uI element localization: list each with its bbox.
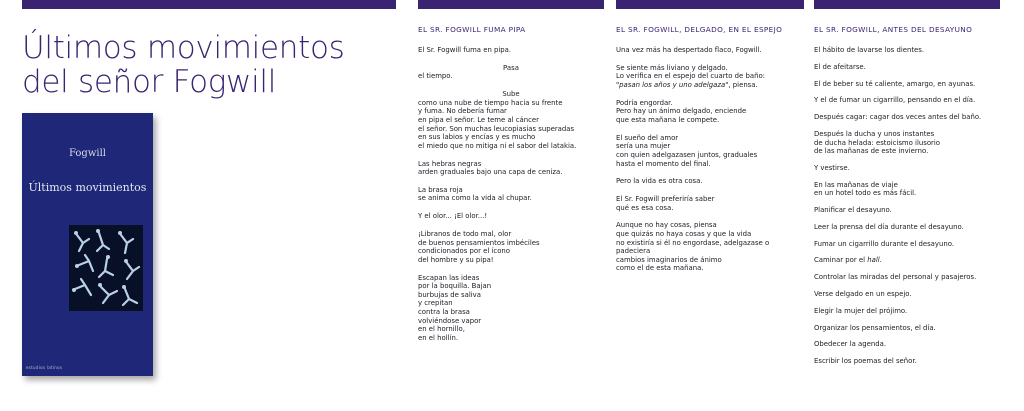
poem-heading: EL SR. FOGWILL, ANTES DEL DESAYUNO: [814, 25, 973, 34]
poem-stanza: [814, 256, 1004, 265]
stanza-text-after: , piensa.: [728, 80, 758, 89]
poem-stanza: Elegir la mujer del prójimo.: [814, 306, 908, 315]
poem-stanza: Después cagar: cagar dos veces antes del baño.: [814, 113, 982, 122]
poem-stanza: Sube: [502, 90, 520, 99]
stanza-text: Se siente más liviano y delgado. Lo verifica en el espejo del cuarto de baño:: [616, 63, 765, 81]
poem-column-desayuno: [814, 25, 1004, 374]
poem-stanza: Podría engordar. Pero hay un ánimo delgado, enciende que esta mañana le compete.: [616, 98, 747, 124]
poem-stanza: Escribir los poemas del señor.: [814, 357, 917, 366]
stanza-italic-text: "pasan los años y uno adelgaza": [616, 80, 729, 89]
book-title-line-1: Últimos movimientos: [22, 30, 345, 66]
poem-stanza: El de afeitarse.: [814, 62, 866, 71]
stanza-text-after: .: [879, 256, 882, 265]
book-title: [22, 31, 402, 99]
poem-stanza: Y vestirse.: [814, 163, 850, 172]
poem-stanza: Y el de fumar un cigarrillo, pensando en el día.: [814, 96, 976, 105]
poem-stanza: Aunque no hay cosas, piensa que quizás no haya cosas y que la vida no existiría si él no engordase, adelgazase o padeciera cambios imaginarios de ánimo como el de esta mañana.: [616, 221, 770, 273]
poem-stanza: Fumar un cigarrillo durante el desayuno.: [814, 239, 954, 248]
poem-stanza: Organizar los pensamientos, el día.: [814, 323, 936, 332]
poem-stanza: La brasa roja se anima como la vida al chupar.: [418, 185, 532, 203]
cover-title: Últimos movimientos: [28, 181, 147, 194]
header-bar-column-2: [616, 0, 804, 9]
poem-stanza: El hábito de lavarse los dientes.: [814, 46, 925, 54]
poem-heading: EL SR. FOGWILL, DELGADO, EN EL ESPEJO: [616, 25, 783, 34]
poem-stanza: Pasa: [503, 63, 519, 72]
poem-stanza: En las mañanas de viaje en un hotel todo es más fácil.: [814, 180, 917, 198]
poem-stanza: Planificar el desayuno.: [814, 206, 892, 215]
poem-stanza: Obedecer la agenda.: [814, 340, 887, 349]
poem-column-espejo: [616, 25, 804, 282]
book-title-line-2: del señor Fogwill: [22, 64, 277, 100]
poem-heading: EL SR. FOGWILL FUMA PIPA: [418, 25, 526, 34]
cover-publisher: estudios latinos: [26, 365, 63, 370]
header-bar-column-1: [418, 0, 604, 9]
poem-stanza: Controlar las miradas del personal y pasajeros.: [814, 273, 977, 282]
stanza-text: Caminar por el: [814, 256, 866, 265]
book-cover-image: [22, 113, 153, 376]
poem-column-fuma-pipa: [418, 25, 604, 352]
poem-stanza: como una nube de tiempo hacia su frente y fuma. No debería fumar en pipa el señor. Le teme al cáncer el señor. Son muchas leucopiasias superadas en sus labios y encías y es mucho el miedo que no mitiga ni el sabor del latakia.: [418, 98, 577, 150]
cover-artwork-figures: [69, 225, 143, 311]
stanza-italic-text: hall: [867, 256, 880, 265]
cover-author: Fogwill: [69, 148, 106, 159]
dancing-figures-illustration: [69, 225, 143, 311]
poem-stanza: El Sr. Fogwill preferiría saber qué es esa cosa.: [616, 195, 715, 212]
poem-stanza: Las hebras negras arden graduales bajo una capa de ceniza.: [418, 159, 563, 177]
poem-stanza: El de beber su té caliente, amargo, en ayunas.: [814, 79, 976, 88]
poem-stanza: Después la ducha y unos instantes de ducha helada: estoicismo ilusorio de las mañanas de este invierno.: [814, 129, 941, 156]
poem-stanza: Y el olor... ¡El olor...!: [418, 212, 488, 221]
poem-stanza: Una vez más ha despertado flaco, Fogwill.: [616, 46, 762, 54]
poem-stanza: Leer la prensa del día durante el desayuno.: [814, 222, 964, 231]
header-bar-column-3: [814, 0, 1000, 9]
poem-stanza: Verse delgado en un espejo.: [814, 289, 912, 298]
header-bar-left: [22, 0, 396, 9]
poem-stanza: Pero la vida es otra cosa.: [616, 177, 703, 186]
poem-stanza: [616, 64, 804, 90]
poem-stanza: El Sr. Fogwill fuma en pipa.: [418, 46, 512, 54]
poem-stanza: el tiempo.: [418, 72, 453, 81]
poem-stanza: Escapan las ideas por la boquilla. Bajan burbujas de saliva y crepitan contra la brasa volviéndose vapor en el hornillo, en el hollín.: [418, 273, 492, 342]
poem-stanza: ¡Libranos de todo mal, olor de buenos pensamientos imbéciles condicionados por el ícono del hombre y su pipa!: [418, 230, 540, 264]
poem-stanza: El sueño del amor sería una mujer con quien adelgazasen juntos, graduales hasta el momento del final.: [616, 133, 758, 168]
